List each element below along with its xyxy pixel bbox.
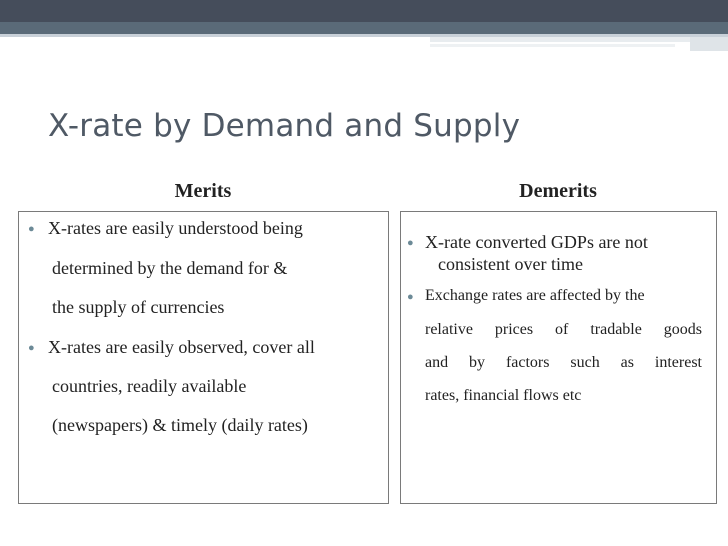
bullet-marker-icon: ● bbox=[28, 342, 35, 354]
merits-bullet1-line3: the supply of currencies bbox=[52, 297, 225, 317]
bullet-marker-icon: ● bbox=[407, 237, 414, 249]
slide-title: X-rate by Demand and Supply bbox=[48, 108, 521, 144]
merits-bullet2-line3: (newspapers) & timely (daily rates) bbox=[52, 415, 308, 435]
demerits-heading: Demerits bbox=[519, 180, 597, 202]
merits-bullet2-line1: X-rates are easily observed, cover all bbox=[48, 337, 315, 357]
demerits-bullet2-line2: relative prices of tradable goods bbox=[425, 321, 702, 338]
merits-bullet2-line2: countries, readily available bbox=[52, 376, 247, 396]
top-stripe bbox=[0, 22, 728, 34]
demerits-bullet2-line3: and by factors such as interest bbox=[425, 354, 702, 371]
bullet-marker-icon: ● bbox=[28, 223, 35, 235]
merits-bullet1-line1: X-rates are easily understood being bbox=[48, 218, 303, 238]
demerits-bullet2-line1: Exchange rates are affected by the bbox=[425, 287, 645, 304]
merits-bullet1-line2: determined by the demand for & bbox=[52, 258, 288, 278]
demerits-bullet1-line1: X-rate converted GDPs are not bbox=[425, 232, 648, 252]
demerits-bullet2-line4: rates, financial flows etc bbox=[425, 387, 582, 404]
decor-band-a bbox=[430, 37, 728, 42]
merits-heading: Merits bbox=[174, 180, 232, 202]
decor-band-c bbox=[690, 37, 728, 51]
top-bar bbox=[0, 0, 728, 22]
demerits-bullet1-line2: consistent over time bbox=[438, 254, 583, 274]
bullet-marker-icon: ● bbox=[407, 291, 414, 303]
decor-band-b bbox=[430, 44, 675, 47]
